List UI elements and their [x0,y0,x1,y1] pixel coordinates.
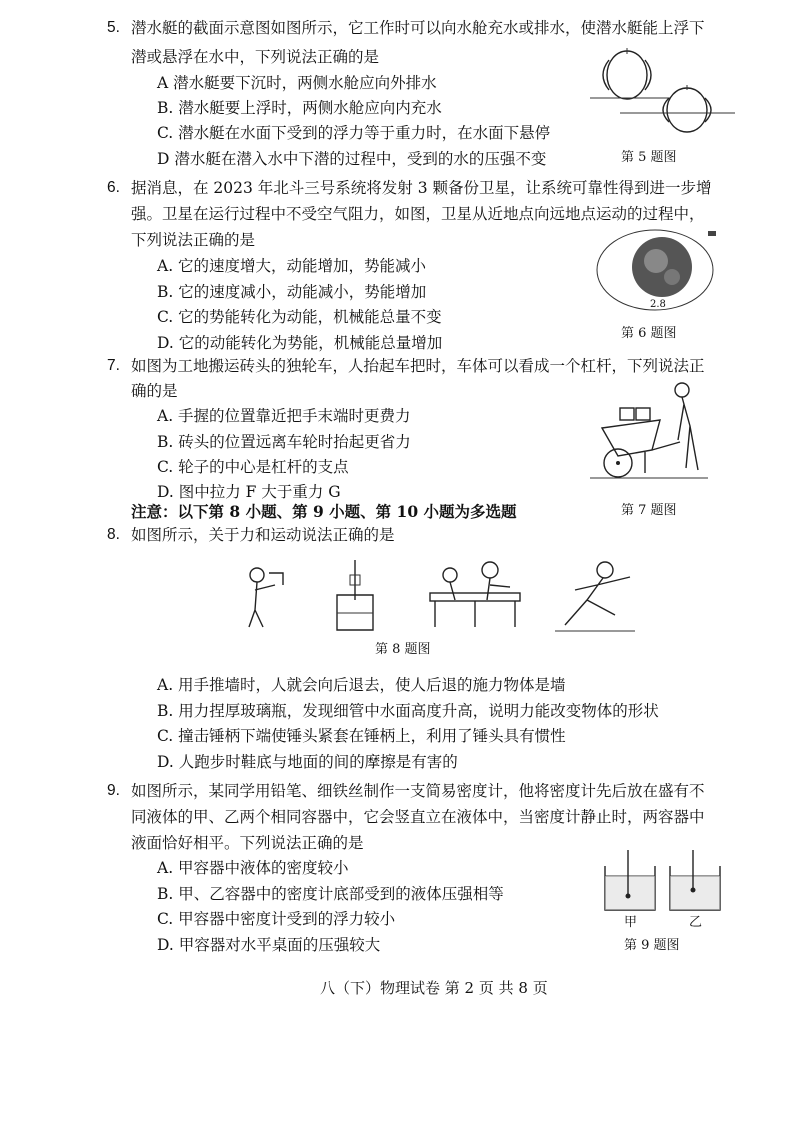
q8-figure-sketches [235,555,645,635]
q7-stem-text1: 如图为工地搬运砖头的独轮车，人抬起车把时，车体可以看成一个杠杆，下列说法正 [131,357,705,375]
page-footer: 八（下）物理试卷 第 2 页 共 8 页 [320,979,548,997]
container-label-yi: 乙 [689,915,703,930]
q6-figure-caption: 第 6 题图 [621,326,677,341]
runner-sketch [555,562,635,631]
q6-stem-text1: 据消息，在 2023 年北斗三号系统将发射 3 颗备份卫星，让系统可靠性得到进一步增 [131,179,712,197]
person-head-icon [675,383,689,397]
q8-figure-caption: 第 8 题图 [375,642,431,657]
push-wall-sketch [430,562,520,627]
multi-choice-note: 注意：以下第 8 小题、第 9 小题、第 10 小题为多选题 [131,502,517,521]
submarine-right-icon [620,85,735,132]
q6-option-d: D. 它的动能转化为势能，机械能总量增加 [157,334,443,352]
q8-option-a: A. 用手推墙时，人就会向后退去，使人后退的施力物体是墙 [157,676,566,694]
q8-stem-line1 [107,525,395,545]
q7-option-d: D. 图中拉力 F 大于重力 G [157,483,341,501]
q5-stem-line1 [107,18,705,38]
q7-figure-caption: 第 7 题图 [621,503,677,518]
container-jia [605,850,655,910]
q6-figure-label: 2.8 [650,299,666,310]
satellite-icon [708,231,716,236]
q9-option-c: C. 甲容器中密度计受到的浮力较小 [157,910,396,928]
glass-bottle-sketch [337,560,373,630]
q7-option-b: B. 砖头的位置远离车轮时抬起更省力 [157,433,411,451]
q7-stem-line2: 确的是 [131,382,178,400]
q9-stem-line2: 同液体的甲、乙两个相同容器中，它会竖直立在液体中，当密度计静止时，两容器中 [131,808,705,826]
submarine-left-icon [590,48,670,99]
q8-stem-text1: 如图所示，关于力和运动说法正确的是 [131,526,395,544]
q8-option-c: C. 撞击锤柄下端使锤头紧套在锤柄上，利用了锤头具有惯性 [157,727,566,745]
q9-stem-line1 [107,781,705,801]
q6-number: 6. [107,179,120,196]
q5-number: 5. [107,19,120,36]
hammer-sketch [249,568,283,627]
q5-option-b: B. 潜水艇要上浮时，两侧水舱应向内充水 [157,99,442,117]
q7-option-a: A. 手握的位置靠近把手末端时更费力 [157,407,411,425]
q8-number: 8. [107,526,120,543]
q6-stem-line2: 强。卫星在运行过程中不受空气阻力，如图，卫星从近地点向远地点运动的过程中， [131,205,705,223]
q9-option-b: B. 甲、乙容器中的密度计底部受到的液体压强相等 [157,885,504,903]
q7-number: 7. [107,357,120,374]
q6-option-c: C. 它的势能转化为动能，机械能总量不变 [157,308,442,326]
q6-option-a: A. 它的速度增大，动能增加，势能减小 [157,257,427,275]
q9-figure-caption: 第 9 题图 [624,938,680,953]
q6-stem-line3: 下列说法正确的是 [131,231,256,249]
q5-option-c: C. 潜水艇在水面下受到的浮力等于重力时，在水面下悬停 [157,124,551,142]
q7-option-c: C. 轮子的中心是杠杆的支点 [157,458,349,476]
q5-option-d: D 潜水艇在潜入水中下潜的过程中，受到的水的压强不变 [157,150,547,168]
q9-option-d: D. 甲容器对水平桌面的压强较大 [157,936,381,954]
q9-number: 9. [107,782,120,799]
q7-stem-line1 [107,356,705,376]
q9-stem-line3: 液面恰好相平。下列说法正确的是 [131,834,364,852]
q9-figure-containers [600,848,730,918]
q5-figure-submarines [585,40,745,140]
q9-option-a: A. 甲容器中液体的密度较小 [157,859,349,877]
q9-stem-text1: 如图所示，某同学用铅笔、细铁丝制作一支简易密度计，他将密度计先后放在盛有不 [131,782,705,800]
q6-option-b: B. 它的速度减小，动能减小，势能增加 [157,283,427,301]
q6-stem-line1 [107,178,712,198]
container-yi [670,850,720,910]
person-body [678,397,698,470]
container-label-jia: 甲 [624,915,638,930]
q5-figure-caption: 第 5 题图 [621,150,677,165]
q8-option-b: B. 用力捏厚玻璃瓶，发现细管中水面高度升高，说明力能改变物体的形状 [157,702,659,720]
q7-figure-wheelbarrow [590,378,710,488]
q8-option-d: D. 人跑步时鞋底与地面的间的摩擦是有害的 [157,753,458,771]
q5-stem-text1: 潜水艇的截面示意图如图所示，它工作时可以向水舱充水或排水，使潜水艇能上浮下 [131,19,705,37]
q5-stem-line2: 潜或悬浮在水中，下列说法正确的是 [131,48,380,66]
q5-option-a: A 潜水艇要下沉时，两侧水舱应向外排水 [157,74,437,92]
